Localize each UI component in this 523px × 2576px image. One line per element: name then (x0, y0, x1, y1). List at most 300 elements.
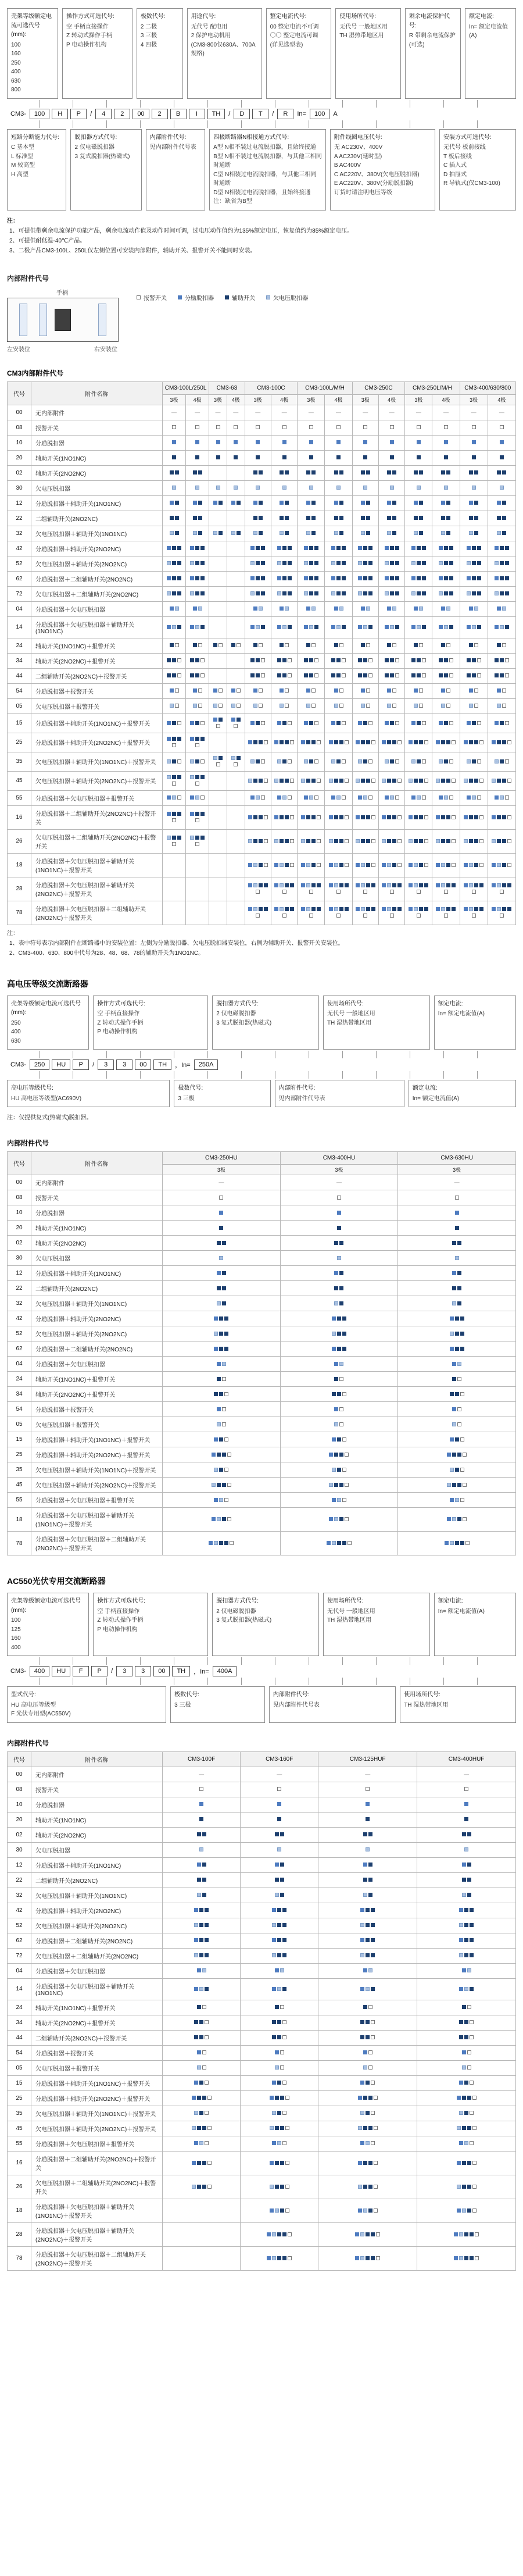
shunt-release-symbol (436, 740, 440, 744)
aux-switch-symbol (334, 1483, 338, 1487)
aux-switch-symbol (390, 455, 394, 459)
aux-switch-symbol (464, 2035, 468, 2039)
shunt-release-symbol (301, 815, 305, 819)
accessory-name: 分励脱扣器＋欠电压脱扣器＋报警开关 (31, 2136, 163, 2151)
alarm-switch-symbol (261, 759, 265, 763)
aux-switch-symbol (170, 470, 174, 474)
shunt-release-symbol (248, 883, 252, 887)
aux-switch-symbol (198, 516, 202, 520)
aux-switch-symbol (342, 625, 346, 629)
aux-switch-symbol (217, 1453, 221, 1457)
availability-cell (271, 586, 297, 601)
shunt-release-symbol (452, 1271, 456, 1275)
model-code-text: / (111, 1668, 113, 1675)
shunt-release-symbol (277, 1802, 281, 1806)
undervoltage-release-symbol (467, 1968, 471, 1972)
aux-switch-symbol (371, 2256, 375, 2260)
accessory-code: 30 (8, 1251, 31, 1266)
availability-cell (163, 733, 186, 752)
shunt-release-symbol (214, 1437, 218, 1442)
alarm-switch-symbol (234, 724, 238, 728)
alarm-switch-symbol (424, 815, 428, 819)
alarm-switch-symbol (500, 890, 504, 894)
aux-switch-symbol (259, 907, 263, 911)
availability-cell (325, 435, 352, 450)
aux-switch-symbol (172, 775, 176, 779)
shunt-release-symbol (385, 721, 389, 725)
availability-cell (460, 616, 488, 638)
availability-cell (298, 805, 325, 829)
shunt-release-symbol (250, 625, 255, 629)
shunt-release-symbol (358, 576, 362, 580)
accessory-row (8, 1532, 516, 1555)
shunt-release-symbol (409, 815, 413, 819)
shunt-release-symbol (337, 1211, 341, 1215)
availability-cell (163, 1462, 281, 1478)
callout-box-title: 壳架等级额定电流可选代号 (mm): (11, 1598, 81, 1614)
alarm-switch-symbol (202, 2050, 206, 2054)
callout-box-line: HU 高电压等级型(AC690V) (11, 1095, 82, 1102)
undervoltage-release-symbol (361, 531, 365, 535)
aux-switch-symbol (464, 2111, 468, 2115)
undervoltage-release-symbol (382, 779, 386, 783)
undervoltage-release-symbol (306, 531, 310, 535)
alarm-switch-symbol (424, 740, 428, 744)
availability-cell (432, 752, 460, 771)
availability-cell (186, 790, 209, 805)
alarm-switch-symbol (314, 795, 318, 800)
undervoltage-release-symbol (363, 1893, 367, 1897)
availability-cell (398, 1236, 516, 1251)
aux-switch-symbol (288, 591, 292, 595)
aux-switch-symbol (218, 501, 223, 505)
undervoltage-release-symbol (414, 704, 418, 708)
availability-cell (298, 435, 325, 450)
aux-switch-symbol (197, 1878, 201, 1882)
undervoltage-release-symbol (234, 486, 238, 490)
availability-cell (241, 2045, 318, 2060)
aux-switch-symbol (444, 658, 448, 662)
undervoltage-release-symbol (358, 561, 362, 565)
availability-cell (432, 420, 460, 435)
availability-cell (245, 790, 271, 805)
aux-switch-symbol (261, 546, 265, 550)
availability-cell (325, 771, 352, 790)
availability-cell (209, 571, 227, 586)
availability-cell (352, 668, 378, 683)
aux-switch-symbol (311, 839, 316, 843)
accessory-row (8, 771, 516, 790)
shunt-release-symbol (192, 2161, 196, 2165)
model-code-segment: D (234, 109, 250, 119)
accessory-code: 15 (8, 2075, 31, 2090)
availability-cell (241, 1842, 318, 1857)
availability-cell (163, 771, 186, 790)
aux-switch-symbol (277, 2035, 281, 2039)
aux-switch-symbol (366, 2035, 370, 2039)
no-accessory-symbol: — (365, 1771, 371, 1777)
aux-switch-symbol (472, 673, 476, 677)
undervoltage-release-symbol (472, 795, 476, 800)
aux-switch-symbol (366, 779, 370, 783)
availability-cell (209, 480, 227, 495)
availability-cell (271, 853, 297, 877)
aux-switch-symbol (385, 673, 389, 677)
availability-cell (378, 405, 404, 420)
undervoltage-release-symbol (414, 531, 418, 535)
shunt-release-symbol (304, 546, 308, 550)
availability-cell (352, 790, 378, 805)
aux-switch-symbol (502, 501, 506, 505)
aux-switch-symbol (449, 561, 453, 565)
model-code-text: CM3- (10, 110, 26, 117)
undervoltage-release-symbol (447, 1483, 451, 1487)
availability-cell (280, 1493, 398, 1508)
availability-cell (209, 683, 227, 698)
d-symbol-icon (225, 295, 229, 299)
accessory-name: 辅助开关(2NO2NC)＋报警开关 (31, 1387, 163, 1402)
alarm-switch-symbol (261, 795, 265, 800)
aux-switch-symbol (339, 1286, 343, 1290)
aux-switch-symbol (309, 658, 313, 662)
aux-switch-symbol (272, 2035, 276, 2039)
aux-switch-symbol (390, 658, 394, 662)
aux-switch-symbol (366, 907, 370, 911)
shunt-release-symbol (167, 795, 171, 800)
table1-notes-label: 注： (7, 930, 19, 937)
alarm-switch-symbol (345, 779, 349, 783)
accessory-name: 分励脱扣器＋欠电压脱扣器＋报警开关 (31, 1493, 163, 1508)
shunt-release-symbol (190, 812, 194, 816)
availability-cell (209, 541, 227, 556)
shunt-release-symbol (454, 2256, 458, 2260)
alarm-switch-symbol (317, 839, 321, 843)
accessory-row (8, 1341, 516, 1357)
callout-box-line: R 导轨式(仅CM3-100) (443, 180, 500, 187)
aux-switch-symbol (368, 1893, 372, 1897)
aux-switch-symbol (272, 2020, 276, 2024)
callout-box-line: 00 整定电流不可调 (270, 23, 319, 30)
alarm-switch-symbol (261, 721, 265, 725)
no-accessory-symbol: — (218, 1179, 224, 1185)
undervoltage-release-symbol (304, 561, 308, 565)
aux-switch-symbol (195, 591, 199, 595)
aux-switch-symbol (467, 2208, 471, 2213)
undervoltage-release-symbol (382, 839, 386, 843)
availability-cell (460, 586, 488, 601)
alarm-switch-symbol (348, 1541, 352, 1545)
availability-cell (163, 511, 186, 526)
undervoltage-release-symbol (329, 839, 333, 843)
no-accessory-symbol: — (281, 409, 287, 415)
model-code-segment: P (73, 1059, 89, 1070)
aux-switch-symbol (216, 455, 220, 459)
aux-switch-symbol (275, 2096, 279, 2100)
accessory-row (8, 2222, 516, 2246)
availability-cell (352, 638, 378, 653)
model-code-text: / (92, 1061, 95, 1068)
alarm-switch-symbol (342, 759, 346, 763)
accessory-row (8, 713, 516, 733)
shunt-release-symbol (411, 721, 415, 725)
aux-switch-symbol (366, 1953, 370, 1957)
alarm-switch-symbol (311, 643, 316, 647)
aux-switch-symbol (392, 501, 396, 505)
alarm-switch-symbol (237, 704, 241, 708)
shunt-release-symbol (167, 625, 171, 629)
aux-switch-symbol (336, 576, 341, 580)
undervoltage-release-symbol (274, 779, 278, 783)
undervoltage-release-symbol (356, 839, 360, 843)
alarm-switch-symbol (475, 2232, 479, 2236)
aux-switch-symbol (446, 779, 450, 783)
availability-cell (488, 480, 515, 495)
availability-cell (227, 752, 245, 771)
undervoltage-release-symbol (417, 486, 421, 490)
aux-switch-symbol (446, 501, 450, 505)
aux-switch-symbol (285, 907, 289, 911)
aux-switch-symbol (217, 1286, 221, 1290)
shunt-release-symbol (190, 721, 194, 725)
callout-box-line: 无代号 一般地区用 (327, 1608, 375, 1615)
shunt-release-symbol (332, 1498, 336, 1502)
availability-cell (460, 668, 488, 683)
availability-cell (227, 901, 245, 925)
pole-subheader: 3极 (245, 394, 271, 405)
aux-switch-symbol (361, 516, 365, 520)
availability-cell (163, 1266, 281, 1281)
availability-cell (163, 571, 186, 586)
undervoltage-release-symbol (390, 625, 394, 629)
accessory-code: 15 (8, 1432, 31, 1447)
shunt-release-symbol (250, 721, 255, 725)
aux-switch-symbol (280, 2208, 284, 2213)
undervoltage-release-symbol (363, 625, 367, 629)
alarm-switch-symbol (419, 688, 423, 693)
undervoltage-release-symbol (219, 1256, 223, 1260)
accessory-code: 54 (8, 1402, 31, 1417)
availability-cell (209, 450, 227, 465)
accessory-name: 欠电压脱扣器＋辅助开关(2NO2NC)＋报警开关 (31, 1478, 163, 1493)
shunt-release-symbol (217, 1362, 221, 1366)
alarm-switch-symbol (199, 1787, 203, 1791)
alarm-switch-symbol (288, 759, 292, 763)
aux-switch-symbol (368, 546, 372, 550)
alarm-switch-symbol (392, 643, 396, 647)
aux-switch-symbol (275, 1878, 279, 1882)
accessory-code: 18 (8, 1508, 31, 1532)
availability-cell (186, 420, 209, 435)
undervoltage-release-symbol (306, 863, 310, 867)
availability-cell (163, 420, 186, 435)
callout-box-title: 内部附件代号: (149, 134, 187, 141)
undervoltage-release-symbol (387, 704, 391, 708)
internal-accessory-legend (7, 273, 516, 353)
aux-switch-symbol (282, 576, 286, 580)
aux-switch-symbol (467, 2161, 471, 2165)
alarm-switch-symbol (282, 2111, 286, 2115)
aux-switch-symbol (449, 625, 453, 629)
availability-cell (325, 616, 352, 638)
availability-cell (298, 877, 325, 901)
availability-cell (298, 586, 325, 601)
undervoltage-release-symbol (250, 759, 255, 763)
alarm-switch-symbol (339, 1377, 343, 1381)
aux-switch-symbol (507, 883, 511, 887)
legend-left (7, 273, 119, 353)
shunt-release-symbol (358, 721, 362, 725)
callout-box-line: 2 仅电磁脱扣器 (216, 1011, 256, 1017)
aux-switch-symbol (290, 883, 294, 887)
availability-cell (227, 853, 245, 877)
aux-switch-symbol (217, 1377, 221, 1381)
availability-cell (405, 683, 432, 698)
alarm-switch-symbol (342, 1437, 346, 1442)
aux-switch-symbol (334, 740, 338, 744)
shunt-release-symbol (280, 606, 284, 611)
undervoltage-release-symbol (337, 1256, 341, 1260)
alarm-switch-symbol (371, 863, 375, 867)
availability-cell (280, 1311, 398, 1326)
aux-switch-symbol (477, 591, 481, 595)
aux-switch-symbol (392, 516, 396, 520)
callout-box (212, 996, 319, 1050)
availability-cell (432, 480, 460, 495)
shunt-release-symbol (464, 815, 468, 819)
shunt-release-symbol (267, 2256, 271, 2260)
callout-box-title: 使用场所代号: (327, 1598, 364, 1604)
availability-cell (209, 435, 227, 450)
availability-cell (417, 1918, 516, 1933)
availability-cell (325, 450, 352, 465)
aux-switch-symbol (414, 470, 418, 474)
availability-cell (417, 2015, 516, 2030)
table3-title: 内部附件代号 (7, 1739, 49, 1747)
aux-switch-symbol (280, 839, 284, 843)
availability-cell (245, 877, 271, 901)
availability-cell (209, 586, 227, 601)
shunt-release-symbol (194, 1987, 198, 1991)
availability-cell (417, 2151, 516, 2175)
shunt-release-symbol (170, 501, 174, 505)
accessory-row (8, 2075, 516, 2090)
aux-switch-symbol (200, 625, 205, 629)
alarm-switch-symbol (395, 673, 399, 677)
availability-cell (318, 1872, 417, 1888)
accessory-row (8, 2199, 516, 2222)
aux-switch-symbol (345, 907, 349, 911)
aux-switch-symbol (253, 643, 257, 647)
shunt-release-symbol (382, 740, 386, 744)
availability-cell (488, 638, 515, 653)
callout-box (7, 996, 89, 1050)
availability-cell (325, 683, 352, 698)
aux-switch-symbol (366, 2111, 370, 2115)
undervoltage-release-symbol (500, 486, 504, 490)
shunt-release-symbol (331, 576, 335, 580)
availability-cell (280, 1175, 398, 1190)
aux-switch-symbol (339, 1453, 343, 1457)
accessory-row (8, 901, 516, 925)
aux-switch-symbol (457, 1286, 461, 1290)
availability-cell (271, 495, 297, 511)
aux-switch-symbol (237, 501, 241, 505)
availability-cell (227, 653, 245, 668)
alarm-switch-symbol (290, 815, 294, 819)
accessory-row (8, 1387, 516, 1402)
availability-cell (325, 698, 352, 713)
shunt-release-symbol (248, 863, 252, 867)
aux-switch-symbol (337, 1437, 341, 1442)
undervoltage-release-symbol (462, 2208, 466, 2213)
shunt-release-symbol (329, 740, 333, 744)
availability-cell (245, 683, 271, 698)
availability-cell (186, 405, 209, 420)
shunt-release-symbol (411, 625, 415, 629)
availability-cell (488, 668, 515, 683)
alarm-switch-symbol (457, 1407, 461, 1411)
shunt-release-symbol (301, 740, 305, 744)
alarm-switch-symbol (457, 1422, 461, 1426)
alarm-switch-symbol (417, 914, 421, 918)
availability-cell (163, 829, 186, 853)
availability-cell (405, 435, 432, 450)
accessory-code: 24 (8, 1372, 31, 1387)
aux-switch-symbol (198, 531, 202, 535)
pv-internal-accessory-table (7, 1751, 516, 2271)
alarm-switch-symbol (222, 1422, 226, 1426)
model-code-segment: 3 (116, 1666, 132, 1676)
shunt-release-symbol (497, 688, 501, 693)
availability-cell (298, 511, 325, 526)
undervoltage-release-symbol (280, 863, 284, 867)
alarm-switch-symbol (339, 643, 343, 647)
aux-switch-symbol (497, 643, 501, 647)
model-code-row (9, 1666, 516, 1676)
aux-switch-symbol (368, 1878, 372, 1882)
aux-switch-symbol (455, 1437, 459, 1442)
availability-cell (280, 1447, 398, 1462)
alarm-switch-symbol (345, 1517, 349, 1521)
availability-cell (488, 541, 515, 556)
availability-cell (163, 901, 186, 925)
undervoltage-release-symbol (457, 2185, 461, 2189)
undervoltage-release-symbol (311, 606, 316, 611)
undervoltage-release-symbol (366, 1987, 370, 1991)
availability-cell (432, 901, 460, 925)
alarm-switch-symbol (505, 721, 509, 725)
undervoltage-release-symbol (214, 1332, 218, 1336)
availability-cell (209, 853, 227, 877)
availability-cell (318, 2045, 417, 2060)
undervoltage-release-symbol (167, 775, 171, 779)
alarm-switch-symbol (472, 2096, 477, 2100)
aux-switch-symbol (395, 591, 399, 595)
availability-cell (488, 495, 515, 511)
availability-cell (298, 616, 325, 638)
availability-cell (209, 668, 227, 683)
callout-box-line: P 电动操作机构 (97, 1029, 138, 1035)
alarm-switch-symbol (285, 2126, 289, 2130)
shunt-release-symbol (469, 606, 473, 611)
aux-switch-symbol (472, 591, 476, 595)
callout-box-line: E AC220V、380V(分励脱扣器) (334, 180, 414, 187)
availability-cell (488, 571, 515, 586)
availability-cell (209, 526, 227, 541)
aux-switch-symbol (444, 546, 448, 550)
aux-switch-symbol (414, 815, 418, 819)
availability-cell (352, 556, 378, 571)
